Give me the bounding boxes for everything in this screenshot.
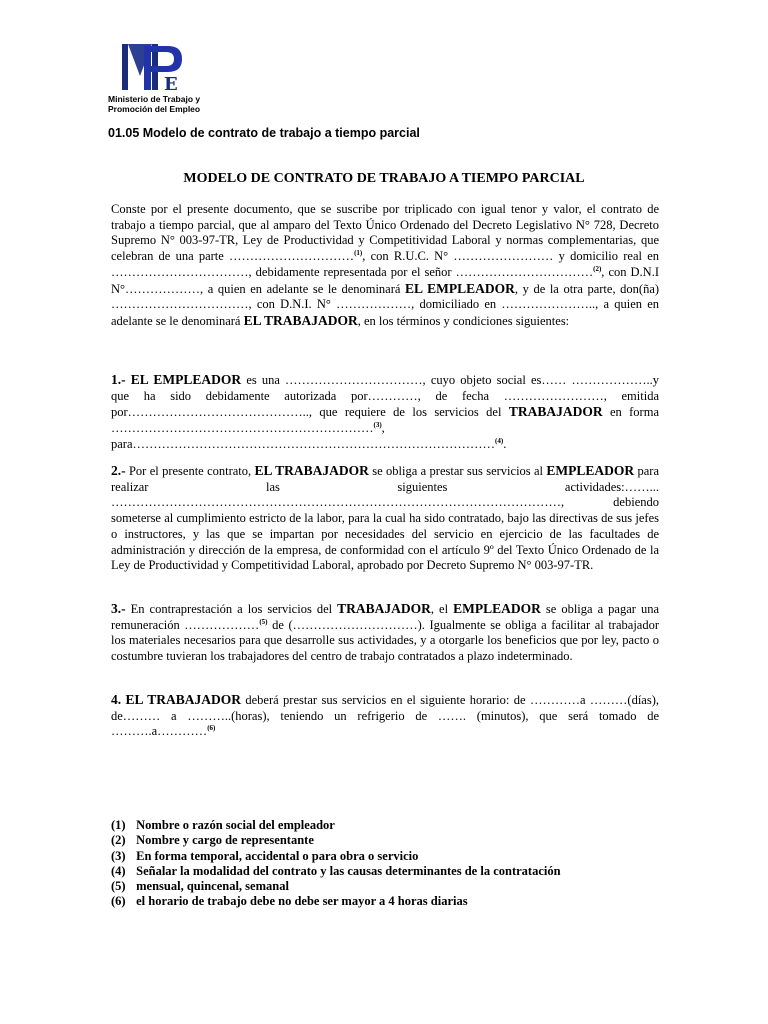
clause-3: 3.- En contraprestación a los servicios del TRABAJADOR, el EMPLEADOR se obliga a pagar una remuneración ………………$^{(5)}$ de (…………………………). Igualmente se obliga a facilitar al trabajador los materiales necesarios para que desarrolle sus actividades, y a otorgarle los beneficios que por ley, pacto o costumbre tuvieran los trabajadores del centro de trabajo contratados a plazo indeterminado. [111, 601, 659, 664]
footnote-3: (3) En forma temporal, accidental o para obra o servicio [111, 848, 419, 863]
mpe-logo-mark [108, 42, 188, 94]
logo-letters [116, 91, 117, 92]
footnote-1: (1) Nombre o razón social del empleador [111, 818, 335, 832]
svg-text:E: E [164, 74, 178, 94]
clause-2: 2.- Por el presente contrato, EL TRABAJADOR se obliga a prestar sus servicios al EMPLEADOR para realizar las siguientes actividades:……... ………………………………………………………………………………………………, debiendo someterse al cumplimiento estricto de la labor, para la cual ha sido contratado, bajo las directivas de sus jefes o instructores, y las que se impartan por necesidades del servicio en ejercicio de las facultades de administración y dirección de la empresa, de conformidad con el artículo 9º del Texto Único Ordenado de la Ley de Productividad y Competitividad Laboral, aprobado por Decreto Supremo N° 003-97-TR. [111, 463, 660, 573]
clause-1: 1.- EL EMPLEADOR es una ……………………………, cuyo objeto social es…… ………………..y que ha sido debidamente autorizada por…………, de fecha ……………………, emitida por…………………………………….., que requiere de los servicios del TRABAJADOR en forma ………………………………………………………$^{(3)}$, para……………………………………………………………………………$^{(4)}$. [111, 372, 659, 451]
footnote-5: (5) mensual, quincenal, semanal [111, 879, 289, 894]
document-title: MODELO DE CONTRATO DE TRABAJO A TIEMPO PARCIAL [183, 171, 585, 186]
footnote-4: (4) Señalar la modalidad del contrato y las causas determinantes de la contratación [111, 863, 561, 878]
footnotes [111, 818, 671, 910]
ministry-logo [108, 42, 218, 114]
logo-line-1: Ministerio de Trabajo y [108, 94, 201, 104]
section-title: 01.05 Modelo de contrato de trabajo a tiempo parcial [108, 126, 420, 140]
intro-paragraph: Conste por el presente documento, que se suscribe por triplicado con igual tenor y valor, el contrato de trabajo a tiempo parcial, que al amparo del Texto Único Ordenado del Decreto Legislativo N° 728, Decreto Supremo N° 003-97-TR, Ley de Productividad y Competitividad Laboral y normas complementarias, que celebran de una parte …………………………$^{(1)}$, con R.U.C. N° …………………… y domicilio real en ……………………………, debidamente representada por el señor ……………………………$^{(2)}$, con D.N.I N°………………, a quien en adelante se le denominará EL EMPLEADOR, y de la otra parte, don(ña) ……………………………, con D.N.I. N° ………………, domiciliado en ………………….., a quien en adelante se le denominará EL TRABAJADOR, en los términos y condiciones siguientes: [111, 202, 660, 328]
logo-line-2: Promoción del Empleo [108, 104, 201, 114]
clause-4: 4. EL TRABAJADOR deberá prestar sus servicios en el siguiente horario: de …………a ………(días), de……… a ………..(horas), teniendo un refrigerio de ……. (minutos), que será tomado de ……….a…………$^{(6)}$ [111, 692, 659, 739]
footnote-6: (6) el horario de trabajo debe no debe ser mayor a 4 horas diarias [111, 894, 468, 909]
footnote-2: (2) Nombre y cargo de representante [111, 833, 314, 848]
